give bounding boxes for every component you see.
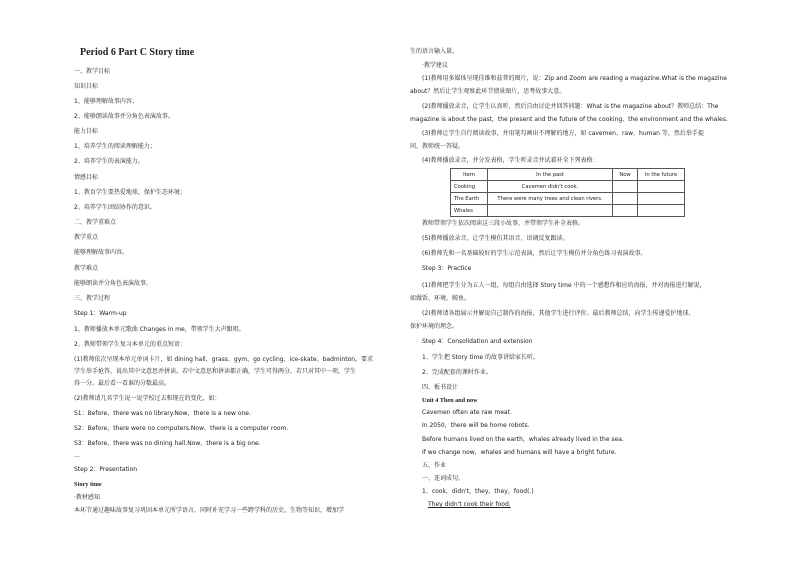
- text-line: 问，教师统一答疑。: [410, 143, 465, 150]
- table-cell: [613, 205, 638, 217]
- table-cell: Cavemen didn't cook.: [488, 181, 613, 193]
- text-line: 1、能够理解故事内容；: [74, 98, 138, 105]
- board-line: Cavemen often ate raw meat.: [422, 409, 512, 416]
- text-line: (2)教师请各组展示并解说自己制作的海报，其他学生进行评价。最后教师总结，向学生传递爱护地球、: [422, 310, 695, 317]
- table-row: [451, 193, 685, 205]
- section-heading: 一、教学目标: [74, 68, 111, 75]
- table-cell: There were many trees and clean rivers.: [488, 193, 613, 205]
- text-line: 1、学生把 Story time 的故事讲给家长听。: [422, 354, 539, 361]
- subheading: 情感目标: [74, 174, 99, 181]
- board-line: In 2050，there will be home robots.: [422, 422, 530, 429]
- text-line: (5)教师播放录音，让学生模仿其语音、语调反复跟读。: [422, 235, 569, 242]
- board-line: If we change now，whales and humans will have a bright future.: [422, 449, 617, 456]
- subheading: 教学难点: [74, 265, 99, 272]
- text-line: 能够理解故事内容。: [74, 249, 129, 256]
- text-line: 2、能够朗读故事并分角色表演故事。: [74, 113, 174, 120]
- story-table: [450, 168, 685, 217]
- step-heading: Step 2：Presentation: [74, 466, 138, 473]
- text-line: (1)教师依次呈现本单元单词卡片，如 dining hall、grass、gym、go cycling、ice-skate、badminton，要求: [74, 356, 374, 363]
- exercise-answer: They didn't cook their food.: [428, 501, 511, 508]
- text-line: 2、教师带领学生复习本单元的重点短语：: [74, 341, 186, 348]
- text-line: 本环节通过趣味故事复习巩固本单元所学语言，同时补充学习一些跨学科的历史、生物等知识，增加学: [74, 507, 345, 514]
- table-cell: [613, 193, 638, 205]
- text-line: (1)教师用多媒体呈现佳维和兹普的图片，说：Zip and Zoom are reading a magazine.What is the magazine: [422, 75, 727, 82]
- text-line: 生的语言输入量。: [410, 48, 459, 55]
- text-line: (1)教师把学生分为五人一组，每组自由选择 Story time 中的一个感想作相应的海报，并对海报进行解说，: [422, 282, 706, 289]
- text-line: (2)教师请几名学生说一说学校过去和现在的变化，如：: [74, 395, 221, 402]
- step-heading: Step 1：Warm-up: [74, 310, 127, 317]
- subheading: 能力目标: [74, 128, 99, 135]
- text-line: 得一分。最后看一看谁的分数最高。: [74, 380, 171, 387]
- subheading: ·教材感知: [74, 494, 100, 501]
- exercise-item: 1、cook，didn't，they，they，food(.): [422, 488, 534, 495]
- text-line: magazine is about the past，the present and the future of the cooking，the environment and the whales.: [410, 116, 728, 123]
- table-cell: Whales: [451, 205, 488, 217]
- exercise-heading: 一、连词成句。: [422, 475, 465, 482]
- text-line: 2、培养学生团结协作的意识。: [74, 204, 156, 211]
- table-cell: [638, 181, 685, 193]
- subheading: 教学重点: [74, 234, 99, 241]
- text-line: 1、教育学生要热爱地球，保护生态环境；: [74, 189, 186, 196]
- text-line: 2、完成配套的课时作业。: [422, 369, 492, 376]
- table-cell: [613, 181, 638, 193]
- subheading: ·教学建议: [422, 62, 448, 69]
- ellipsis: …: [74, 452, 80, 459]
- text-line: (3)教师让学生自行阅读故事，并用笔勾画出不理解的地方，如 cavemen、raw、human 等，然后举手提: [422, 130, 704, 137]
- section-heading: 四、板书设计: [422, 384, 459, 391]
- section-heading: 五、作业: [422, 462, 447, 469]
- text-line: (2)教师播放录音，让学生认真听，然后自由讨论并回答问题：What is the magazine about？教师总结：The: [422, 103, 719, 110]
- section-heading: 二、教学重难点: [74, 219, 117, 226]
- text-line: 保护环境的理念。: [410, 323, 459, 330]
- text-line: (6)教师先和一名基础较好的学生示范表演，然后让学生模仿并分角色练习表演故事。: [422, 250, 647, 257]
- dialogue-line: S1：Before，there was no library.Now，there is a new one.: [74, 410, 251, 417]
- dialogue-line: S2：Before，there were no computers.Now，there is a computer room.: [74, 425, 289, 432]
- table-cell: Cooking: [451, 181, 488, 193]
- step-heading: Step 3：Practice: [422, 265, 472, 272]
- story-time-heading: Story time: [74, 481, 102, 488]
- table-header-cell: In the future: [638, 169, 685, 181]
- table-header-row: [451, 169, 685, 181]
- text-line: 2、培养学生的表演能力。: [74, 158, 144, 165]
- document-title: Period 6 Part C Story time: [80, 47, 195, 58]
- subheading: 知识目标: [74, 83, 99, 90]
- step-heading: Step 4：Consolidation and extension: [422, 338, 533, 345]
- text-line: 教师带领学生依次阅读这三段小故事，并带领学生补全表格。: [422, 220, 585, 227]
- table-header-cell: Now: [613, 169, 638, 181]
- text-line: 能够朗读并分角色表演故事。: [74, 280, 153, 287]
- text-line: 如做饭、环境、鲸鱼。: [410, 295, 471, 302]
- table-cell: The Earth: [451, 193, 488, 205]
- text-line: 学生举手抢答，说出其中文意思并拼读。若中文意思和拼读都正确，学生可得两分，若只对其中一项，学生: [74, 368, 357, 375]
- table-cell: [638, 193, 685, 205]
- text-line: about？然后让学生观察此环节情景图片，思考故事大意。: [410, 88, 566, 95]
- text-line: 1、教师播放本单元歌曲 Changes in me，带领学生大声跟唱。: [74, 326, 245, 333]
- board-design-title: Unit 4 Then and now: [422, 397, 478, 404]
- table-cell: [488, 205, 613, 217]
- dialogue-line: S3：Before，there was no dining hall.Now，there is a big one.: [74, 440, 261, 447]
- table-row: [451, 205, 685, 217]
- text-line: 1、培养学生的阅读理解能力；: [74, 143, 156, 150]
- table-row: [451, 181, 685, 193]
- section-heading: 三、教学过程: [74, 295, 111, 302]
- table-cell: [638, 205, 685, 217]
- table-header-cell: Item: [451, 169, 488, 181]
- board-line: Before humans lived on the earth，whales already lived in the sea.: [422, 436, 624, 443]
- text-line: (4)教师播放录音，并分发表格，学生听录音并试着补全下列表格：: [422, 157, 599, 164]
- table-header-cell: In the past: [488, 169, 613, 181]
